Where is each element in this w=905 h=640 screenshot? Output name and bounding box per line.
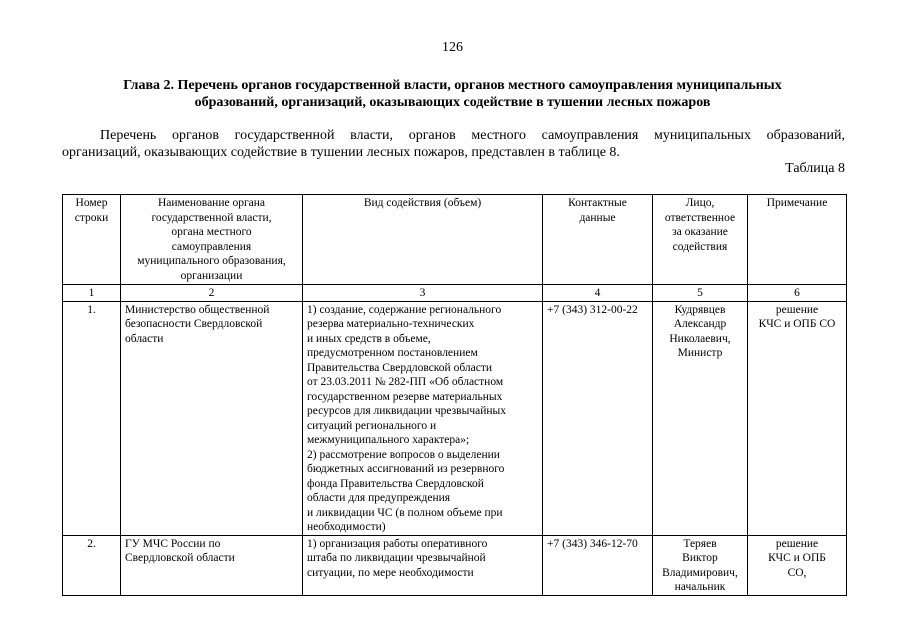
table-header-cell-line: Номер [75,197,108,209]
organization-cell-line: ГУ МЧС России по [125,537,221,550]
note-cell [748,535,847,595]
assistance-cell-line: необходимости) [307,521,386,533]
table-caption: Таблица 8 [785,161,845,176]
chapter-title [90,77,815,111]
table-header-cell-line: организации [180,269,243,282]
note-cell-line: КЧС и ОПБ [768,552,826,564]
table-header-row [63,195,847,285]
assistance-cell-line: и иных средств в объеме, [307,332,431,345]
assistance-cell-line: от 23.03.2011 № 282-ПП «Об областном [307,376,504,388]
responsible-person-cell-line: Теряев [683,537,717,550]
responsible-person-cell [653,301,748,535]
note-cell-line: решение [775,303,819,316]
assistance-cell-line: области для предупреждения [307,492,451,504]
assistance-cell-line: бюджетных ассигнований из резервного [307,463,505,475]
assistance-cell-line: межмуниципального характера»; [307,434,470,446]
column-number-cell: 3 [303,285,543,302]
intro-line: Перечень органов государственной власти, органов местного самоуправления муниципальных образований, [100,128,845,143]
organization-cell [121,535,303,595]
organization-cell-line: Министерство общественной [125,303,270,316]
page-number: 126 [442,40,463,55]
assistance-cell-line: фонда Правительства Свердловской [307,477,484,490]
organization-cell [121,301,303,535]
assistance-cell-line: 1) организация работы оперативного [307,537,488,550]
table-row [63,535,847,595]
table-header-cell [543,195,653,285]
assistance-cell-line: Правительства Свердловской области [307,361,493,374]
responsible-person-cell-line: Кудрявцев [674,303,726,316]
table-header-cell-line: муниципального образования, [137,255,286,267]
table-header-cell-line: государственной власти, [151,211,272,224]
assistance-cell-line: 2) рассмотрение вопросов о выделении [307,448,500,461]
table-header-cell-line: строки [74,211,109,224]
row-number-cell: 1. [63,301,121,535]
organization-cell-line: области [125,332,164,345]
column-number-cell: 6 [748,285,847,302]
contact-cell [543,535,653,595]
note-cell-line: КЧС и ОПБ СО [758,318,836,330]
column-number-cell: 4 [543,285,653,302]
column-number-cell: 1 [63,285,121,302]
organization-cell-line: Свердловской области [125,552,235,564]
note-cell-line: решение [775,537,819,550]
table-header-cell-line: содействия [672,240,728,253]
responsible-person-cell-line: Министр [677,347,723,359]
assistance-cell-line: предусмотренном постановлением [307,347,478,359]
table-header-cell-line: Вид содействия (объем) [363,197,482,209]
table-header-cell-line: данные [579,211,616,224]
chapter-title-line: Глава 2. Перечень органов государственной власти, органов местного самоуправления муниципальных [123,78,782,93]
contact-cell [543,301,653,535]
assistance-cell [303,535,543,595]
note-cell-line: СО, [787,566,807,579]
intro-line: организаций, оказывающих содействие в тушении лесных пожаров, представлен в таблице 8. [62,145,620,160]
contact-cell-line: +7 (343) 312-00-22 [547,303,638,316]
responsible-person-cell-line: Александр [673,318,727,330]
responsible-person-cell-line: Владимирович, [662,566,738,579]
organizations-table [62,194,847,596]
assistance-cell-line: ситуаций регионального и [307,419,437,432]
table-header-cell [303,195,543,285]
table-header-cell [121,195,303,285]
column-number-cell: 5 [653,285,748,302]
note-cell [748,301,847,535]
table-header-cell-line: за оказание [672,226,728,238]
table-header-cell-line: Лицо, [685,197,715,209]
column-number-cell: 2 [121,285,303,302]
responsible-person-cell-line: начальник [674,581,726,593]
table-header-cell [653,195,748,285]
table-header-cell-line: самоуправления [171,240,252,253]
table-header-cell-line: Контактные [568,197,627,209]
responsible-person-cell [653,535,748,595]
table-header-cell-line: Наименование органа [157,197,266,209]
table-header-cell [748,195,847,285]
contact-cell-line: +7 (343) 346-12-70 [547,537,638,550]
assistance-cell-line: ситуации, по мере необходимости [307,566,474,579]
assistance-cell-line: резерва материально-технических [307,318,475,330]
assistance-cell-line: 1) создание, содержание регионального [307,303,502,316]
row-number-cell: 2. [63,535,121,595]
table-header-cell-line: Примечание [766,197,828,209]
table-header-cell-line: ответственное [664,211,736,224]
assistance-cell-line: ресурсов для ликвидации чрезвычайных [307,405,507,417]
intro-paragraph [62,127,845,161]
chapter-title-line: образований, организаций, оказывающих содействие в тушении лесных пожаров [194,95,711,110]
assistance-cell-line: государственном резерве материальных [307,390,503,403]
assistance-cell-line: штаба по ликвидации чрезвычайной [307,552,486,564]
responsible-person-cell-line: Николаевич, [669,332,731,345]
table-header-cell-line: органа местного [171,226,252,238]
organization-cell-line: безопасности Свердловской [125,318,263,330]
column-number-row [63,285,847,302]
table-row [63,301,847,535]
assistance-cell-line: и ликвидации ЧС (в полном объеме при [307,506,503,519]
responsible-person-cell-line: Виктор [682,552,718,564]
assistance-cell [303,301,543,535]
table-header-cell [63,195,121,285]
